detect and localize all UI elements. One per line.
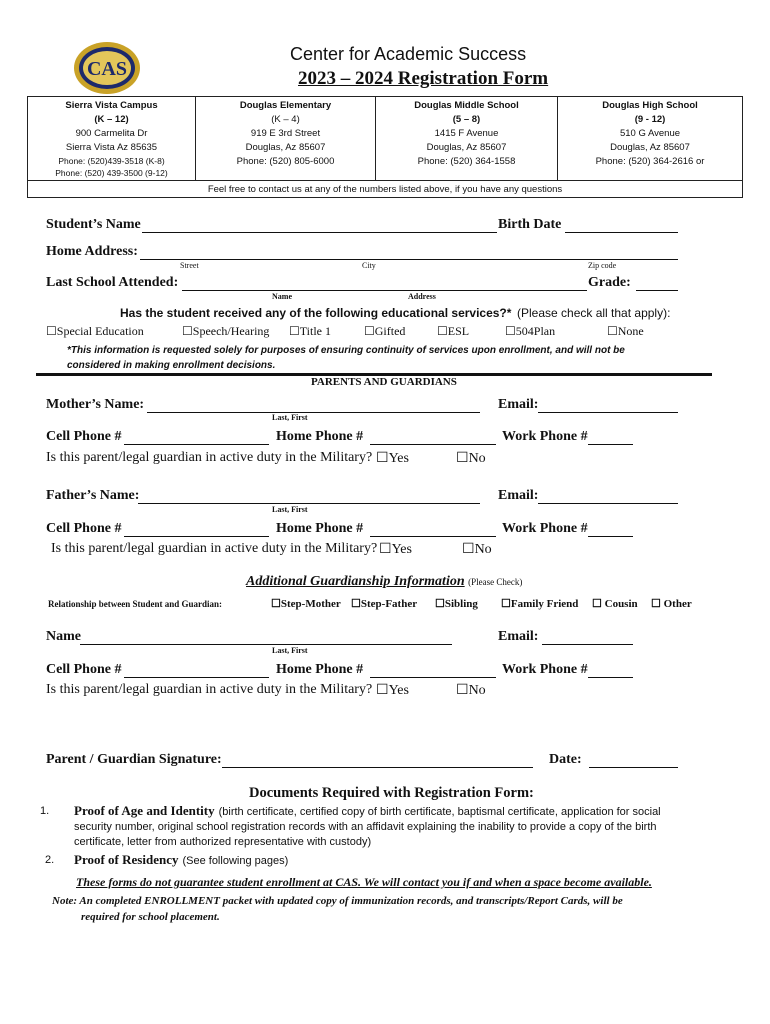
checkbox-icon[interactable]: ☐ [376,683,389,698]
campus-phone: Phone: (520) 805-6000 [236,156,335,167]
school-name-hint: Name [272,292,292,301]
guardian-military-no[interactable]: ☐No [456,683,486,698]
campus-address: 1415 F Avenue [434,128,499,139]
relationship-label: Relationship between Student and Guardian: [48,599,223,609]
checkbox-icon[interactable]: ☐ [289,324,300,338]
service-esl[interactable]: ☐ESL [437,324,470,338]
campus-name: Douglas Middle School [414,100,519,111]
service-speech-hearing[interactable]: ☐Speech/Hearing [182,324,270,338]
father-name-field[interactable] [138,491,480,504]
checkbox-icon[interactable]: ☐ [505,324,516,338]
father-cell-field[interactable] [124,524,269,537]
grade-label: Grade: [588,275,631,290]
service-special-education[interactable]: ☐Special Education [46,324,144,338]
checkbox-icon[interactable]: ☐ [351,598,361,610]
mother-email-label: Email: [498,397,539,412]
doc-item-2-text: (See following pages) [182,855,289,867]
campus-city: Douglas, Az 85607 [610,142,690,153]
guardian-email-field[interactable] [542,632,633,645]
campus-douglas-middle [376,97,558,180]
school-address-hint: Address [408,292,436,301]
form-header-title: Center for Academic Success [290,44,527,64]
guardian-work-label: Work Phone # [502,662,588,677]
checkbox-icon[interactable]: ☐ [437,324,448,338]
additional-heading [246,574,522,590]
services-question-note: (Please check all that apply): [517,306,671,320]
last-school-field[interactable] [182,278,587,291]
guardian-name-label: Name [46,629,81,644]
mother-email-field[interactable] [538,400,678,413]
additional-heading-text: Additional Guardianship Information [246,574,465,589]
checkbox-icon[interactable]: ☐ [501,598,511,610]
father-home-field[interactable] [370,524,496,537]
mother-home-field[interactable] [370,432,496,445]
campus-table [27,96,743,198]
father-home-label: Home Phone # [276,521,364,536]
services-footnote-line2: considered in making enrollment decisions. [67,360,276,371]
father-cell-label: Cell Phone # [46,521,122,536]
service-504plan[interactable]: ☐504Plan [505,324,556,338]
father-name-label: Father’s Name: [46,488,140,503]
home-address-label: Home Address: [46,244,138,259]
cas-logo [72,40,142,96]
services-footnote-line1: *This information is requested solely for purposes of ensuring continuity of services upon enrollment, and will not be [67,345,625,356]
checkbox-icon[interactable]: ☐ [592,598,602,610]
campus-name: Douglas High School [602,100,698,111]
rel-step-mother[interactable]: ☐Step-Mother [271,598,341,610]
mother-military-question: Is this parent/legal guardian in active duty in the Military? [46,450,373,465]
last-school-label: Last School Attended: [46,275,179,290]
mother-work-field[interactable] [588,432,633,445]
mother-cell-field[interactable] [124,432,269,445]
father-email-label: Email: [498,488,539,503]
checkbox-icon[interactable]: ☐ [607,324,618,338]
father-military-question: Is this parent/legal guardian in active duty in the Military? [51,541,378,556]
rel-family-friend[interactable]: ☐Family Friend [501,598,579,610]
father-military-yes[interactable]: ☐Yes [379,542,412,557]
mother-military-no[interactable]: ☐No [456,451,486,466]
father-military-no[interactable]: ☐No [462,542,492,557]
mother-name-field[interactable] [147,400,480,413]
grade-field[interactable] [636,278,678,291]
signature-label: Parent / Guardian Signature: [46,752,222,767]
guardian-work-field[interactable] [588,665,633,678]
campus-douglas-elementary [196,97,376,180]
checkbox-icon[interactable]: ☐ [271,598,281,610]
service-none[interactable]: ☐None [607,324,644,338]
campus-address: 510 G Avenue [619,128,681,139]
svg-text:CAS: CAS [86,58,128,80]
birth-date-field[interactable] [565,220,678,233]
campus-name: Douglas Elementary [239,100,332,111]
guardian-cell-field[interactable] [124,665,269,678]
rel-cousin[interactable]: ☐ Cousin [592,598,638,610]
campus-grades: (K – 12) [94,114,129,125]
guardian-email-label: Email: [498,629,539,644]
doc-item-2-title: Proof of Residency [74,852,179,867]
guardian-military-yes[interactable]: ☐Yes [376,683,409,698]
signature-date-field[interactable] [589,755,678,768]
campus-address: 919 E 3rd Street [250,128,321,139]
campus-city: Douglas, Az 85607 [245,142,326,153]
checkbox-icon[interactable]: ☐ [379,542,392,557]
student-name-label: Student’s Name [46,217,141,232]
services-question: Has the student received any of the following educational services?* [120,306,512,320]
zip-hint: Zip code [588,261,617,270]
guardian-home-label: Home Phone # [276,662,364,677]
signature-date-label: Date: [549,752,582,767]
enrollment-disclaimer: These forms do not guarantee student enrollment at CAS. We will contact you if and when a space become available. [76,875,652,889]
home-address-field[interactable] [140,247,678,260]
father-work-field[interactable] [588,524,633,537]
street-hint: Street [180,261,199,270]
campus-douglas-high [558,97,742,180]
additional-note: (Please Check) [468,577,523,587]
campus-city: Sierra Vista Az 85635 [65,142,158,153]
guardian-military-question: Is this parent/legal guardian in active duty in the Military? [46,682,373,697]
campus-phone: Phone: (520) 364-1558 [417,156,516,167]
documents-heading: Documents Required with Registration Form: [249,785,534,801]
doc-item-1 [74,802,661,820]
doc-item-1-number: 1. [40,805,50,817]
service-gifted[interactable]: ☐Gifted [364,324,406,338]
checkbox-icon[interactable]: ☐ [435,598,445,610]
campus-grades: (5 – 8) [452,114,481,125]
packet-note-line2: required for school placement. [81,911,220,923]
guardian-cell-label: Cell Phone # [46,662,122,677]
checkbox-icon[interactable]: ☐ [364,324,375,338]
campus-phone: Phone: (520) 364-2616 or [595,156,705,167]
signature-field[interactable] [222,755,533,768]
campus-sierra-vista [28,97,196,180]
doc-item-1-text-2: security number, original school registration records with an affidavit explaining the inability to provide a copy of the birth [74,821,657,833]
mother-military-yes[interactable]: ☐Yes [376,451,409,466]
doc-item-1-title: Proof of Age and Identity [74,803,215,818]
form-header-subtitle: 2023 – 2024 Registration Form [298,68,549,89]
father-work-label: Work Phone # [502,521,588,536]
father-email-field[interactable] [538,491,678,504]
doc-item-2 [74,851,288,869]
guardian-name-hint: Last, First [272,646,308,655]
service-title-1[interactable]: ☐Title 1 [289,324,332,338]
checkbox-icon[interactable]: ☐ [182,324,193,338]
campus-phone-2: Phone: (520) 439-3500 (9-12) [55,168,168,178]
packet-note-line1: Note: An completed ENROLLMENT packet with updated copy of immunization records, and transcripts/Report Cards, will be [52,895,623,907]
parents-heading: PARENTS AND GUARDIANS [311,376,457,388]
checkbox-icon[interactable]: ☐ [456,683,469,698]
rel-step-father[interactable]: ☐Step-Father [351,598,418,610]
doc-item-1-text: (birth certificate, certified copy of birth certificate, baptismal certificate, application for social [218,806,661,818]
mother-home-label: Home Phone # [276,429,364,444]
campus-city: Douglas, Az 85607 [426,142,507,153]
rel-sibling[interactable]: ☐Sibling [435,598,478,610]
checkbox-icon[interactable]: ☐ [651,598,661,610]
mother-work-label: Work Phone # [502,429,588,444]
doc-item-2-number: 2. [45,854,55,866]
campus-phone: Phone: (520)439-3518 (K-8) [58,156,165,166]
campus-grades: (K – 4) [271,114,300,125]
checkbox-icon[interactable]: ☐ [456,451,469,466]
guardian-name-field[interactable] [80,632,452,645]
checkbox-icon[interactable]: ☐ [462,542,475,557]
mother-name-label: Mother’s Name: [46,397,145,412]
mother-cell-label: Cell Phone # [46,429,122,444]
city-hint: City [362,261,376,270]
checkbox-icon[interactable]: ☐ [46,324,57,338]
student-name-field[interactable] [142,220,497,233]
mother-name-hint: Last, First [272,413,308,422]
doc-item-1-text-3: certificate, letter from authorized representative with custody) [74,836,372,848]
campus-grades: (9 - 12) [634,114,666,125]
birth-date-label: Birth Date [498,217,562,232]
checkbox-icon[interactable]: ☐ [376,451,389,466]
rel-other[interactable]: ☐ Other [651,598,692,610]
guardian-home-field[interactable] [370,665,496,678]
campus-name: Sierra Vista Campus [65,100,158,111]
contact-note: Feel free to contact us at any of the numbers listed above, if you have any questions [207,184,563,195]
father-name-hint: Last, First [272,505,308,514]
campus-address: 900 Carmelita Dr [75,128,148,139]
